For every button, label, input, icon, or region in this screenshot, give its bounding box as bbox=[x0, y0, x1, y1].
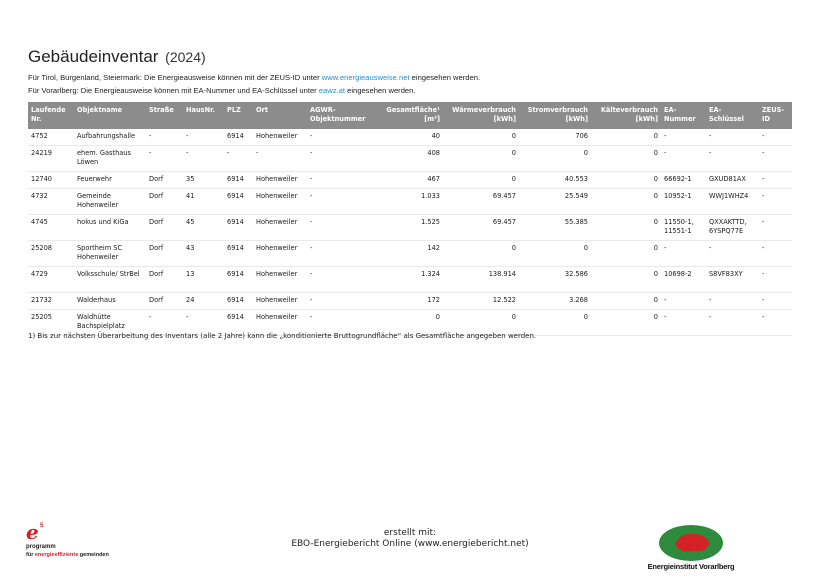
table-row bbox=[28, 146, 792, 172]
cell-plz: 6914 bbox=[224, 241, 253, 267]
cell-kaelte: 0 bbox=[591, 129, 661, 146]
cell-name: hokus und KiGa bbox=[74, 215, 146, 241]
cell-lfd: 4752 bbox=[28, 129, 74, 146]
cell-ea_nr: 10698-2 bbox=[661, 267, 706, 293]
cell-flaeche: 467 bbox=[376, 172, 443, 189]
cell-waerme: 0 bbox=[443, 146, 519, 172]
cell-plz: 6914 bbox=[224, 129, 253, 146]
table-row bbox=[28, 241, 792, 267]
created-with-tool: EBO-Energiebericht Online (www.energiebericht.net) bbox=[291, 539, 529, 549]
cell-plz: 6914 bbox=[224, 215, 253, 241]
cell-ort: Hohenweiler bbox=[253, 267, 307, 293]
column-header-zeus: ZEUS-ID bbox=[759, 102, 792, 129]
info-line-vorarlberg-text: Für Vorarlberg: Die Energieausweise können mit EA-Nummer und EA-Schlüssel unter bbox=[28, 86, 319, 95]
cell-agwr: - bbox=[307, 267, 376, 293]
cell-name: Feuerwehr bbox=[74, 172, 146, 189]
cell-ea_nr: - bbox=[661, 310, 706, 336]
energieinstitut-logo-text: Energieinstitut Vorarlberg bbox=[647, 562, 735, 571]
table-row bbox=[28, 215, 792, 241]
cell-plz: 6914 bbox=[224, 310, 253, 336]
cell-hausnr: 43 bbox=[183, 241, 224, 267]
cell-flaeche: 1.525 bbox=[376, 215, 443, 241]
cell-ea_key: - bbox=[706, 129, 759, 146]
column-header-hausnr: HausNr. bbox=[183, 102, 224, 129]
cell-name: Waldhütte Bachspielplatz bbox=[74, 310, 146, 336]
cell-ea_key: - bbox=[706, 146, 759, 172]
cell-zeus: - bbox=[759, 172, 792, 189]
e5-logo-line2-suffix: gemeinden bbox=[78, 552, 109, 558]
page-title bbox=[28, 47, 206, 67]
cell-ea_key: GXUD81AX bbox=[706, 172, 759, 189]
table-row bbox=[28, 172, 792, 189]
cell-agwr: - bbox=[307, 189, 376, 215]
cell-lfd: 4732 bbox=[28, 189, 74, 215]
cell-strom: 3.268 bbox=[519, 293, 591, 310]
cell-kaelte: 0 bbox=[591, 310, 661, 336]
cell-strasse: Dorf bbox=[146, 215, 183, 241]
cell-strasse: Dorf bbox=[146, 189, 183, 215]
cell-hausnr: 45 bbox=[183, 215, 224, 241]
cell-name: Walderhaus bbox=[74, 293, 146, 310]
cell-strom: 0 bbox=[519, 241, 591, 267]
table-row bbox=[28, 189, 792, 215]
cell-plz: 6914 bbox=[224, 189, 253, 215]
cell-zeus: - bbox=[759, 293, 792, 310]
cell-ort: Hohenweiler bbox=[253, 215, 307, 241]
cell-lfd: 25208 bbox=[28, 241, 74, 267]
cell-ort: Hohenweiler bbox=[253, 241, 307, 267]
column-header-plz: PLZ bbox=[224, 102, 253, 129]
cell-kaelte: 0 bbox=[591, 241, 661, 267]
cell-hausnr: 35 bbox=[183, 172, 224, 189]
cell-waerme: 138.914 bbox=[443, 267, 519, 293]
cell-waerme: 0 bbox=[443, 241, 519, 267]
cell-strasse: Dorf bbox=[146, 293, 183, 310]
cell-name: Volksschule/ StrBel bbox=[74, 267, 146, 293]
cell-plz: 6914 bbox=[224, 267, 253, 293]
cell-waerme: 0 bbox=[443, 310, 519, 336]
cell-waerme: 69.457 bbox=[443, 189, 519, 215]
cell-strasse: - bbox=[146, 310, 183, 336]
cell-ea_key: - bbox=[706, 310, 759, 336]
column-header-strom: Stromverbrauch [kWh] bbox=[519, 102, 591, 129]
cell-lfd: 4729 bbox=[28, 267, 74, 293]
cell-ea_nr: - bbox=[661, 241, 706, 267]
cell-plz: 6914 bbox=[224, 172, 253, 189]
cell-strom: 55.385 bbox=[519, 215, 591, 241]
cell-name: Gemeinde Hohenweiler bbox=[74, 189, 146, 215]
cell-strom: 32.586 bbox=[519, 267, 591, 293]
cell-name: Aufbahrungshalle bbox=[74, 129, 146, 146]
cell-ort: Hohenweiler bbox=[253, 189, 307, 215]
column-header-lfd: Laufende Nr. bbox=[28, 102, 74, 129]
cell-strom: 706 bbox=[519, 129, 591, 146]
created-with-label: erstellt mit: bbox=[383, 528, 437, 538]
e5-programm-logo bbox=[26, 522, 136, 564]
cell-strom: 0 bbox=[519, 146, 591, 172]
column-header-ort: Ort bbox=[253, 102, 307, 129]
cell-flaeche: 1.033 bbox=[376, 189, 443, 215]
table-body bbox=[28, 129, 792, 336]
cell-flaeche: 408 bbox=[376, 146, 443, 172]
e5-logo-line2-red: energieeffiziente bbox=[34, 552, 79, 558]
eawz-link[interactable]: eawz.at bbox=[318, 86, 345, 95]
energieausweise-link[interactable]: www.energieausweise.net bbox=[321, 73, 410, 82]
cell-flaeche: 172 bbox=[376, 293, 443, 310]
cell-ort: Hohenweiler bbox=[253, 129, 307, 146]
cell-strom: 40.553 bbox=[519, 172, 591, 189]
cell-flaeche: 40 bbox=[376, 129, 443, 146]
cell-flaeche: 1.324 bbox=[376, 267, 443, 293]
cell-strasse: - bbox=[146, 146, 183, 172]
inventory-table bbox=[28, 102, 792, 336]
cell-ea_nr: 10952-1 bbox=[661, 189, 706, 215]
title-text: Gebäudeinventar bbox=[28, 47, 159, 66]
e5-logo-mark: e bbox=[26, 520, 39, 544]
cell-agwr: - bbox=[307, 215, 376, 241]
cell-lfd: 25205 bbox=[28, 310, 74, 336]
cell-zeus: - bbox=[759, 129, 792, 146]
table-row bbox=[28, 129, 792, 146]
e5-logo-line2-prefix: für bbox=[26, 552, 35, 558]
cell-zeus: - bbox=[759, 146, 792, 172]
column-header-flaeche: Gesamtfläche¹ [m²] bbox=[376, 102, 443, 129]
cell-ort: - bbox=[253, 146, 307, 172]
cell-ea_nr: - bbox=[661, 293, 706, 310]
cell-ort: Hohenweiler bbox=[253, 310, 307, 336]
cell-agwr: - bbox=[307, 172, 376, 189]
cell-ort: Hohenweiler bbox=[253, 293, 307, 310]
cell-strasse: Dorf bbox=[146, 172, 183, 189]
cell-agwr: - bbox=[307, 293, 376, 310]
cell-hausnr: - bbox=[183, 129, 224, 146]
cell-kaelte: 0 bbox=[591, 189, 661, 215]
cell-agwr: - bbox=[307, 146, 376, 172]
cell-flaeche: 142 bbox=[376, 241, 443, 267]
cell-ea_key: - bbox=[706, 241, 759, 267]
cell-hausnr: 24 bbox=[183, 293, 224, 310]
e5-logo-line2 bbox=[26, 552, 109, 558]
cell-ea_key: S8VF83XY bbox=[706, 267, 759, 293]
cell-waerme: 0 bbox=[443, 172, 519, 189]
table-row bbox=[28, 267, 792, 293]
cell-zeus: - bbox=[759, 215, 792, 241]
cell-hausnr: - bbox=[183, 310, 224, 336]
cell-ea_nr: 66692-1 bbox=[661, 172, 706, 189]
column-header-kaelte: Kälteverbrauch [kWh] bbox=[591, 102, 661, 129]
cell-strom: 0 bbox=[519, 310, 591, 336]
cell-kaelte: 0 bbox=[591, 172, 661, 189]
cell-hausnr: 41 bbox=[183, 189, 224, 215]
title-year: (2024) bbox=[165, 49, 206, 65]
cell-kaelte: 0 bbox=[591, 215, 661, 241]
info-line-zeus-suffix: eingesehen werden. bbox=[409, 73, 481, 82]
info-line-vorarlberg-suffix: eingesehen werden. bbox=[344, 86, 416, 95]
table-header-row bbox=[28, 102, 792, 129]
table-row bbox=[28, 293, 792, 310]
column-header-name: Objektname bbox=[74, 102, 146, 129]
cell-hausnr: 13 bbox=[183, 267, 224, 293]
column-header-waerme: Wärmeverbrauch [kWh] bbox=[443, 102, 519, 129]
cell-agwr: - bbox=[307, 310, 376, 336]
e5-logo-sup: 5 bbox=[40, 523, 44, 529]
cell-ea_nr: - bbox=[661, 129, 706, 146]
column-header-ea_key: EA-Schlüssel bbox=[706, 102, 759, 129]
info-line-vorarlberg bbox=[28, 86, 416, 95]
cell-ort: Hohenweiler bbox=[253, 172, 307, 189]
cell-hausnr: - bbox=[183, 146, 224, 172]
cell-ea_nr: - bbox=[661, 146, 706, 172]
cell-kaelte: 0 bbox=[591, 146, 661, 172]
cell-zeus: - bbox=[759, 241, 792, 267]
cell-flaeche: 0 bbox=[376, 310, 443, 336]
cell-agwr: - bbox=[307, 129, 376, 146]
cell-strasse: Dorf bbox=[146, 267, 183, 293]
cell-ea_nr: 11550-1, 11551-1 bbox=[661, 215, 706, 241]
energieinstitut-logo bbox=[636, 524, 746, 574]
cell-name: Sportheim SC Hohenweiler bbox=[74, 241, 146, 267]
footnote: 1) Bis zur nächsten Überarbeitung des Inventars (alle 2 Jahre) kann die „konditionierte Bruttogrundfläche“ als Gesamtfläche angegeben werden. bbox=[28, 332, 537, 340]
column-header-ea_nr: EA-Nummer bbox=[661, 102, 706, 129]
cell-kaelte: 0 bbox=[591, 293, 661, 310]
e5-logo-line1: programm bbox=[26, 544, 56, 550]
cell-plz: - bbox=[224, 146, 253, 172]
column-header-agwr: AGWR-Objektnummer bbox=[307, 102, 376, 129]
cell-lfd: 21732 bbox=[28, 293, 74, 310]
energieinstitut-logo-icon bbox=[656, 524, 726, 562]
cell-lfd: 4745 bbox=[28, 215, 74, 241]
cell-ea_key: WWJ1WHZ4 bbox=[706, 189, 759, 215]
cell-agwr: - bbox=[307, 241, 376, 267]
cell-ea_key: - bbox=[706, 293, 759, 310]
cell-kaelte: 0 bbox=[591, 267, 661, 293]
info-line-zeus bbox=[28, 73, 480, 82]
cell-zeus: - bbox=[759, 267, 792, 293]
cell-waerme: 0 bbox=[443, 129, 519, 146]
cell-strom: 25.549 bbox=[519, 189, 591, 215]
cell-lfd: 12740 bbox=[28, 172, 74, 189]
cell-zeus: - bbox=[759, 189, 792, 215]
cell-strasse: - bbox=[146, 129, 183, 146]
cell-name: ehem. Gasthaus Löwen bbox=[74, 146, 146, 172]
cell-waerme: 69.457 bbox=[443, 215, 519, 241]
cell-ea_key: QXXAKTTD, 6YSPQ77E bbox=[706, 215, 759, 241]
column-header-strasse: Straße bbox=[146, 102, 183, 129]
cell-zeus: - bbox=[759, 310, 792, 336]
cell-lfd: 24219 bbox=[28, 146, 74, 172]
cell-plz: 6914 bbox=[224, 293, 253, 310]
info-line-zeus-text: Für Tirol, Burgenland, Steiermark: Die Energieausweise können mit der ZEUS-ID unter bbox=[28, 73, 322, 82]
cell-waerme: 12.522 bbox=[443, 293, 519, 310]
cell-strasse: Dorf bbox=[146, 241, 183, 267]
